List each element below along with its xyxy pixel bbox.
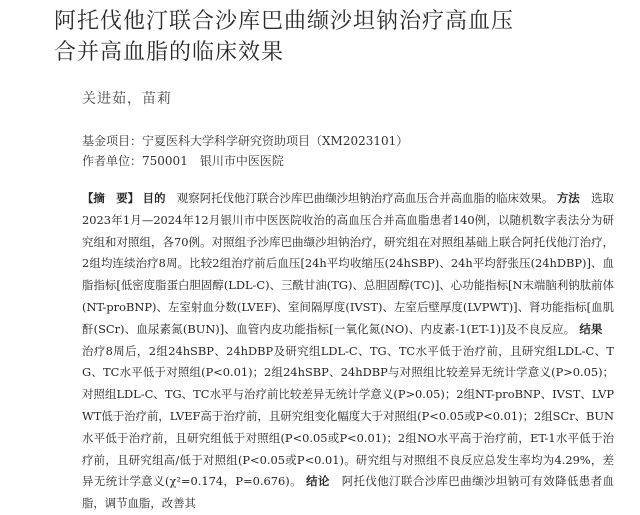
- method-text: 选取2023年1月—2024年12月银川市中医医院收治的高血压合并高血脂患者140例，以随机数字表法分为研究组和对照组，各70例。对照组予沙库巴曲缬沙坦钠治疗，研究组在对照组基础上联合阿托伐他汀治疗，2组均连续治疗8周。比较2组治疗前后血压[24h平均收缩压(24hSBP)、24h平均舒张压(24hDBP)]、血脂指标[低密度脂蛋白胆固醇(LDL-C)、三酰甘油(TG)、总胆固醇(TC)]、心功能指标[N末端脑利钠肽前体(NT-proBNP)、左室射血分数(LVEF)、室间隔厚度(IVST)、左室后壁厚度(LVPWT)]、肾功能指标[血肌酐(SCr)、血尿素氮(BUN)]、血管内皮功能指标[一氧化氮(NO)、内皮素-1(ET-1)]及不良反应。: [82, 191, 614, 336]
- objective-label: 目的: [142, 191, 166, 205]
- article-title: [54, 6, 614, 68]
- abstract-bracket-close: 】: [127, 191, 140, 205]
- fund-info: [82, 132, 408, 149]
- abstract-bracket-open: 【: [82, 191, 94, 205]
- method-label: 方法: [556, 191, 580, 205]
- title-line-1: 阿托伐他汀联合沙库巴曲缬沙坦钠治疗高血压: [54, 9, 515, 34]
- affiliation-info: [82, 152, 284, 169]
- fund-label: 基金项目：: [82, 134, 143, 148]
- result-label: 结果: [579, 321, 603, 336]
- conclusion-label: 结论: [306, 474, 330, 489]
- abstract-label: 摘 要: [93, 191, 128, 205]
- title-line-2: 合并高血脂的临床效果: [54, 40, 285, 65]
- result-text: 治疗8周后，2组24hSBP、24hDBP及研究组LDL-C、TG、TC水平低于治疗前，且研究组LDL-C、TG、TC水平低于对照组(P<0.01)；2组24hSBP、24hDBP与对照组比较差异无统计学意义(P>0.05)；对照组LDL-C、TG、TC水平与治疗前比较差异无统计学意义(P>0.05)；2组NT-proBNP、IVST、LVPWT低于治疗前，LVEF高于治疗前，且研究组变化幅度大于对照组(P<0.05或P<0.01)；2组SCr、BUN水平低于治疗前，且研究组低于对照组(P<0.05或P<0.01)；2组NO水平高于治疗前，ET-1水平低于治疗前，且研究组高/低于对照组(P<0.05或P<0.01)。研究组与对照组不良反应总发生率均为4.29%，差异无统计学意义(χ²=0.174，P=0.676)。: [82, 321, 614, 489]
- authors: 关进茹，苗莉: [82, 91, 172, 107]
- conclusion-text: 阿托伐他汀联合沙库巴曲缬沙坦钠可有效降低患者血脂，调节血脂，改善其: [82, 474, 614, 511]
- abstract: [82, 188, 614, 515]
- affiliation-text: 750001 银川市中医医院: [142, 154, 284, 168]
- affiliation-label: 作者单位：: [82, 154, 143, 168]
- fund-text: 宁夏医科大学科学研究资助项目（XM2023101）: [142, 134, 409, 148]
- objective-text: 观察阿托伐他汀联合沙库巴曲缬沙坦钠治疗高血压合并高血脂的临床效果。: [165, 191, 554, 205]
